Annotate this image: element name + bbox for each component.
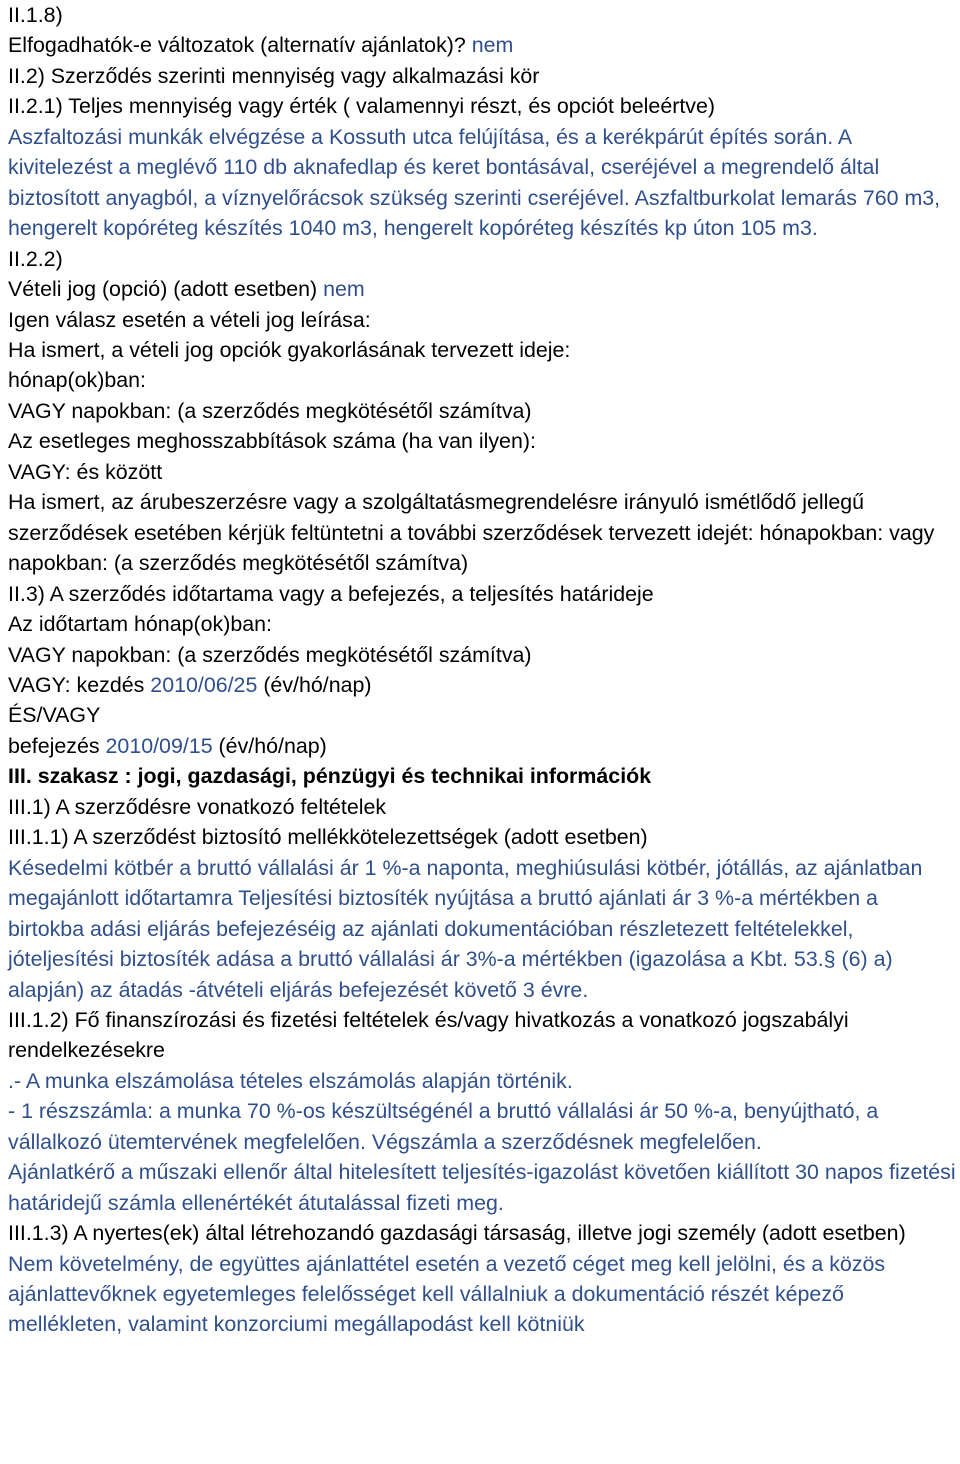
field-label: Vételi jog (opció) (adott esetben) — [8, 277, 318, 302]
field-label: VAGY: kezdés — [8, 672, 145, 697]
section-heading: III.1.2) Fő finanszírozási és fizetési feltételek és/vagy hivatkozás a vonatkozó jogszabályi rendelkezésekre — [8, 1007, 849, 1063]
start-date-value: 2010/06/25 — [150, 672, 258, 697]
field-row — [8, 274, 958, 304]
field-label: befejezés — [8, 733, 100, 758]
field-value-paragraph: Nem követelmény, de együttes ajánlattétel esetén a vezető céget meg kell jelölni, és a közös ajánlattevőknek egyetemleges felelősséget kell vállalniuk a dokumentáció részét képező mellékleten, valamint konzorciumi megállapodást kell kötniük — [8, 1251, 886, 1337]
field-row — [8, 731, 958, 761]
field-label: Az esetleges meghosszabbítások száma (ha van ilyen): — [8, 429, 536, 454]
field-row — [8, 670, 958, 700]
field-value-paragraph: Késedelmi kötbér a bruttó vállalási ár 1 %-a naponta, meghiúsulási kötbér, jótállás, az ajánlatban megajánlott időtartamra Teljesítési biztosíték nyújtása a bruttó ajánlati ár 3 %-a mértékben a birtokba adási eljárás befejezéséig az ajánlati dokumentációban részletezett feltételekkel, jóteljesítési biztosíték adása a bruttó vállalási ár 3%-a mértékben (igazolása a Kbt. 53.§ (6) a) alapján) az átadás -átvételi eljárás befejezését követő 3 évre. — [8, 855, 923, 1002]
field-label-paragraph: Ha ismert, az árubeszerzésre vagy a szolgáltatásmegrendelésre irányuló ismétlődő jellegű szerződések esetében kérjük feltüntetni a további szerződések tervezett idejét: hónapokban: vagy napokban: (a szerződés megkötésétől számítva) — [8, 490, 935, 576]
section-heading: II.2.1) Teljes mennyiség vagy érték ( valamennyi részt, és opciót beleértve) — [8, 94, 716, 119]
field-label: VAGY napokban: (a szerződés megkötésétől számítva) — [8, 398, 532, 423]
field-value-paragraph: Aszfaltozási munkák elvégzése a Kossuth utca felújítása, és a kerékpárút építés során. A kivitelezést a meglévő 110 db aknafedlap és keret bontásával, cseréjével a megrendelő által biztosított anyagból, a víznyelőrácsok szükség szerinti cseréjével. Aszfaltburkolat lemarás 760 m3, hengerelt kopóréteg készítés 1040 m3, hengerelt kopóréteg készítés kp úton 105 m3. — [8, 124, 941, 241]
field-value-paragraph: .- A munka elszámolása tételes elszámolás alapján történik. — [8, 1068, 573, 1093]
section-heading: II.3) A szerződés időtartama vagy a befejezés, a teljesítés határideje — [8, 581, 654, 606]
field-label: VAGY: és között — [8, 459, 163, 484]
section-heading: III.1.3) A nyertes(ek) által létrehozandó gazdasági társaság, illetve jogi személy (adott esetben) — [8, 1221, 906, 1246]
section-heading: III.1) A szerződésre vonatkozó feltételek — [8, 794, 387, 819]
date-format-label: (év/hó/nap) — [218, 733, 327, 758]
field-value: nem — [471, 33, 514, 58]
field-label: VAGY napokban: (a szerződés megkötésétől számítva) — [8, 642, 532, 667]
field-label: hónap(ok)ban: — [8, 368, 146, 393]
document-page — [8, 0, 958, 1340]
section-heading: II.1.8) — [8, 3, 63, 27]
section-heading: III.1.1) A szerződést biztosító mellékkötelezettségek (adott esetben) — [8, 825, 648, 850]
end-date-value: 2010/09/15 — [105, 733, 213, 758]
field-row — [8, 30, 958, 60]
date-format-label: (év/hó/nap) — [263, 672, 372, 697]
field-label: Igen válasz esetén a vételi jog leírása: — [8, 307, 371, 332]
field-label: Ha ismert, a vételi jog opciók gyakorlásának tervezett ideje: — [8, 337, 571, 362]
field-label: ÉS/VAGY — [8, 703, 101, 728]
part-heading: III. szakasz : jogi, gazdasági, pénzügyi és technikai információk — [8, 764, 652, 789]
field-value-paragraph: Ajánlatkérő a műszaki ellenőr által hitelesített teljesítés-igazolást követően kiállított 30 napos fizetési határidejű számla ellenértékét átutalással fizeti meg. — [8, 1160, 956, 1215]
field-value: nem — [323, 277, 365, 302]
field-label: Elfogadhatók-e változatok (alternatív ajánlatok)? — [8, 33, 466, 58]
field-label: Az időtartam hónap(ok)ban: — [8, 612, 272, 637]
section-heading: II.2) Szerződés szerinti mennyiség vagy alkalmazási kör — [8, 63, 540, 88]
field-value-paragraph: - 1 részszámla: a munka 70 %-os készültségénél a bruttó vállalási ár 50 %-a, benyújtható, a vállalkozó ütemtervének megfelelően. Végszámla a szerződésnek megfelelően. — [8, 1099, 879, 1154]
section-heading: II.2.2) — [8, 246, 63, 271]
